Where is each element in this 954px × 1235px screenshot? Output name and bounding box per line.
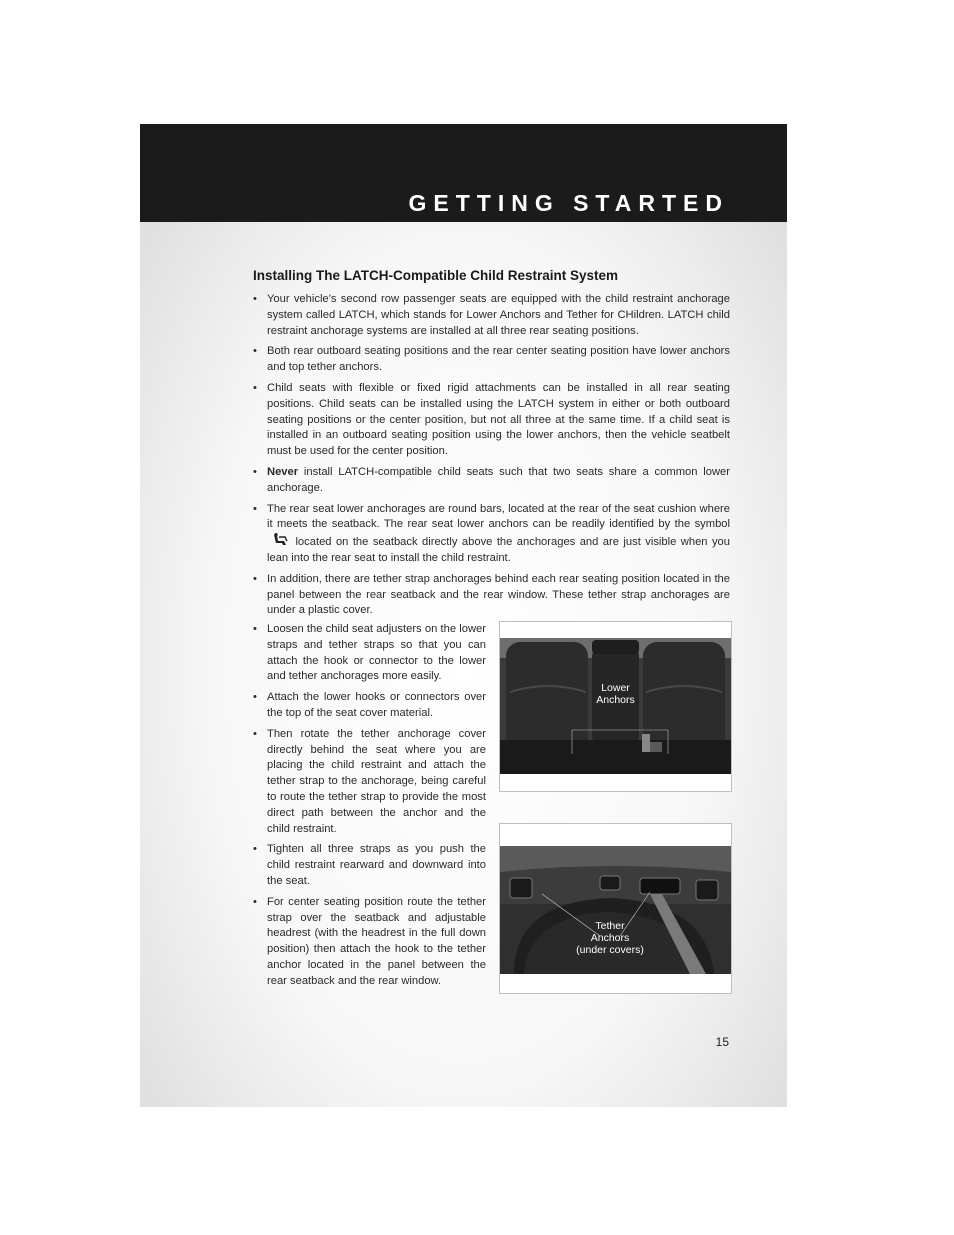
narrow-bullet-list	[253, 622, 486, 995]
list-item: • Child seats with flexible or fixed rigid attachments can be installed in all rear seating positions. Child seats can be installed using the LATCH system in either or both outboard seating positions or the center position, but not all three at the same time. If a child seat is installed in an outboard seating position using the lower anchors, then the vehicle seatbelt must be used for the center position.	[253, 381, 730, 458]
never-emphasis: Never	[267, 465, 299, 478]
list-item: • For center seating position route the tether strap over the seatback and adjustable headrest (with the headrest in the full down position) then attach the hook to the tether anchor located in the panel between the rear seatback and the rear window.	[253, 895, 486, 987]
rear-seat-illustration	[500, 622, 731, 791]
list-item: • Attach the lower hooks or connectors over the top of the seat cover material.	[253, 691, 486, 719]
list-item: • In addition, there are tether strap anchorages behind each rear seating position located in the panel between the rear seatback and the rear window. These tether strap anchorages are under a plastic cover.	[253, 572, 730, 617]
page-heading: Installing The LATCH-Compatible Child Restraint System	[253, 268, 619, 283]
list-item: • Loosen the child seat adjusters on the lower straps and tether straps so that you can attach the hook or connector to the lower and tether anchorages more easily.	[253, 623, 486, 683]
list-item: • Your vehicle’s second row passenger seats are equipped with the child restraint anchorage system called LATCH, which stands for Lower Anchors and Tether for CHildren. LATCH child restraint anchorage systems are installed at all three rear seating positions.	[253, 293, 730, 337]
list-item: • Both rear outboard seating positions and the rear center seating position have lower anchors and top tether anchors.	[253, 345, 730, 374]
child-seat-anchor-icon	[271, 533, 289, 547]
tether-anchors-photo	[499, 823, 732, 994]
list-item: • Tighten all three straps as you push the child restraint rearward and downward into the seat.	[253, 843, 486, 887]
rear-shelf-illustration	[500, 824, 731, 993]
section-title: GETTING STARTED	[408, 190, 729, 216]
lower-anchors-caption: Lower Anchors	[596, 682, 635, 706]
list-item: • Never install LATCH-compatible child seats such that two seats share a common lower anchorage.	[253, 465, 730, 494]
section-header	[140, 124, 787, 222]
tether-anchors-caption: Tether Anchors (under covers)	[576, 920, 644, 956]
page-number: 15	[715, 1035, 729, 1049]
list-item: • The rear seat lower anchorages are round bars, located at the rear of the seat cushion where it meets the seatback. The rear seat lower anchors can be readily identified by the symbol located on the seatback directly above the anchorages and are just visible when you lean into the rear seat to install the child restraint.	[253, 502, 730, 564]
full-width-bullet-list	[253, 292, 730, 624]
manual-page	[140, 124, 787, 1107]
lower-anchors-photo	[499, 621, 732, 792]
list-item: • Then rotate the tether anchorage cover directly behind the seat where you are placing the child restraint and attach the tether strap to the anchorage, being careful to route the tether strap to provide the most direct path between the anchor and the child restraint.	[253, 727, 486, 835]
